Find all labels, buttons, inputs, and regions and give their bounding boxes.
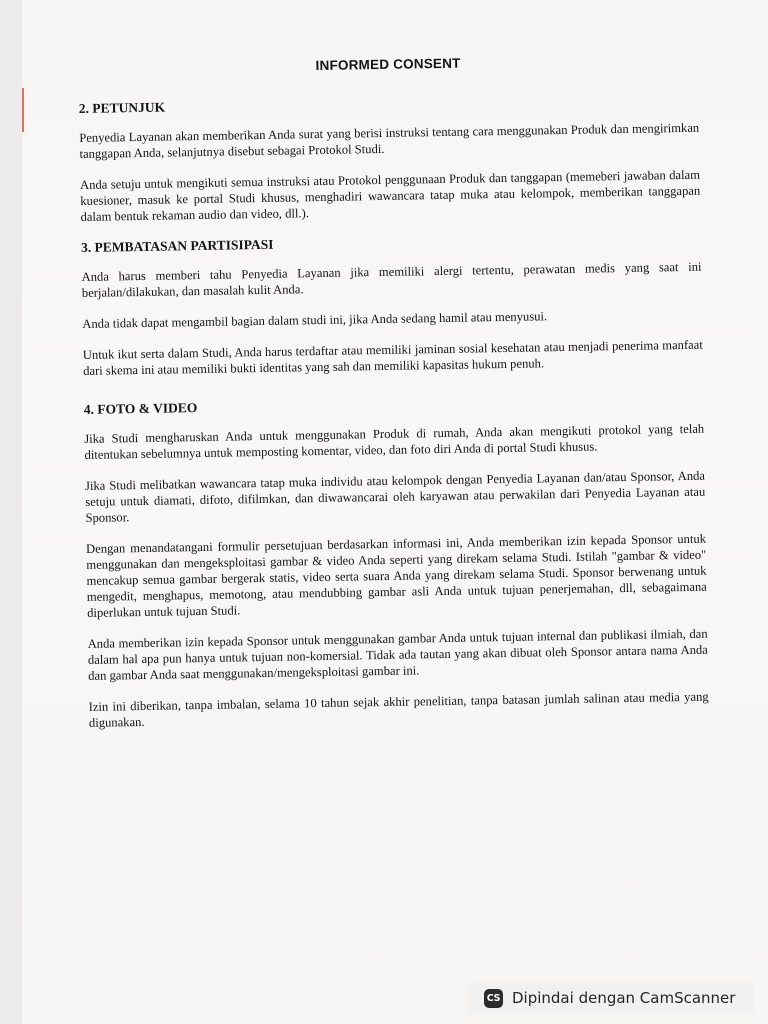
section-heading: 3. PEMBATASAN PARTISIPASI	[80, 236, 274, 255]
paragraph: Izin ini diberikan, tanpa imbalan, selama 10 tahun sejak akhir penelitian, tanpa batasan jumlah salinan atau media yang digunakan.	[88, 689, 709, 730]
paragraph: Anda tidak dapat mengambil bagian dalam studi ini, jika Anda sedang hamil atau menyusui.	[82, 309, 548, 331]
camscanner-logo-icon: CS	[484, 989, 503, 1008]
paragraph: Dengan menandatangani formulir persetujuan berdasarkan informasi ini, Anda memberikan izin kepada Sponsor untuk menggunakan dan mengeksploitasi gambar & video Anda seperti yang direkam selama Studi. Istilah "gambar & video" mencakup semua gambar bergerak statis, video serta suara Anda yang direkam selama Studi. Sponsor berwenang untuk mengedit, menghapus, memotong, atau mendubbing gambar asli Anda untuk tujuan penerjemahan, dll, sebagaimana diperlukan untuk tujuan Studi.	[85, 531, 707, 620]
paragraph: Penyedia Layanan akan memberikan Anda surat yang berisi instruksi tentang cara menggunakan Produk dan mengirimkan tanggapan Anda, selanjutnya disebut sebagai Protokol Studi.	[79, 120, 700, 161]
document-title: INFORMED CONSENT	[315, 55, 461, 74]
section-foto-video	[84, 392, 709, 731]
document-body	[78, 52, 709, 746]
section-heading: 2. PETUNJUK	[78, 99, 166, 116]
section-heading: 4. FOTO & VIDEO	[83, 400, 198, 417]
paragraph: Jika Studi mengharuskan Anda untuk menggunakan Produk di rumah, Anda akan mengikuti protokol yang telah ditentukan sebelumnya untuk memposting komentar, video, dan foto diri Anda di portal Studi khusus.	[84, 421, 705, 462]
paragraph: Jika Studi melibatkan wawancara tatap muka individu atau kelompok dengan Penyedia Layanan dan/atau Sponsor, Anda setuju untuk diamati, difoto, difilmkan, dan diwawancarai oleh karyawan atau perwakilan dari Penyedia Layanan atau Sponsor.	[84, 468, 706, 525]
margin-line	[22, 88, 24, 132]
camscanner-watermark	[468, 982, 754, 1014]
paragraph: Untuk ikut serta dalam Studi, Anda harus terdaftar atau memiliki jaminan sosial kesehatan atau menjadi penerima manfaat dari skema ini atau memiliki bukti identitas yang sah dan memiliki kapasitas hukum penuh.	[82, 337, 703, 378]
paragraph: Anda memberikan izin kepada Sponsor untuk menggunakan gambar Anda untuk tujuan internal dan publikasi ilmiah, dan dalam hal apa pun hanya untuk tujuan non-komersial. Tidak ada tautan yang akan dibuat oleh Sponsor antara nama Anda dan gambar Anda saat menggunakan/mengeksploitasi gambar ini.	[87, 626, 708, 683]
section-petunjuk	[79, 91, 701, 225]
paragraph: Anda harus memberi tahu Penyedia Layanan jika memiliki alergi tertentu, perawatan medis yang saat ini berjalan/dilakukan, dan masalah kulit Anda.	[81, 259, 702, 300]
paragraph: Anda setuju untuk mengikuti semua instruksi atau Protokol penggunaan Produk dan tanggapan (memeberi jawaban dalam kuesioner, masuk ke portal Studi khusus, menghadiri wawancara tatap muka atau kelompok, memberikan tanggapan dalam bentuk rekaman audio dan video, dll.).	[79, 167, 701, 224]
section-pembatasan-partisipasi	[81, 230, 703, 379]
watermark-label: Dipindai dengan CamScanner	[512, 989, 736, 1007]
